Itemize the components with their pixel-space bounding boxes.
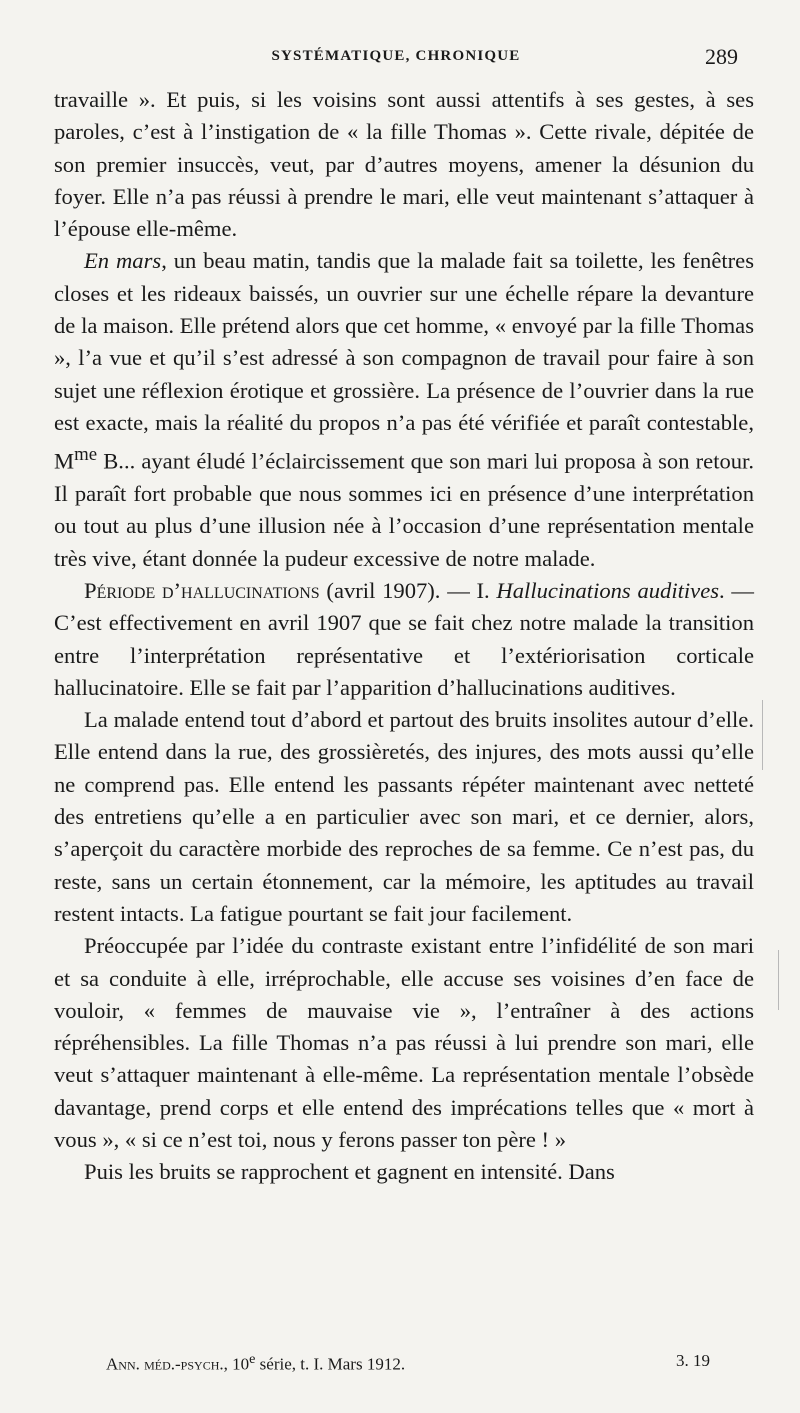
paragraph — [54, 704, 754, 930]
body-text — [54, 84, 754, 1189]
paragraph — [54, 1156, 754, 1188]
series-details: série, t. I. Mars 1912. — [255, 1354, 406, 1374]
running-head — [54, 44, 738, 74]
italic-text: En mars — [84, 248, 162, 274]
paragraph-text: Préoccupée par l’idée du contraste existant entre l’infidélité de son mari et sa conduite à elle, irréprochable, elle accuse ses voisines d’en face de vouloir, « femmes de mauvaise vie », l’entraîner à des actions répréhensibles. La fille Thomas n’a pas réussi à lui prendre son mari, elle veut s’attaquer maintenant à elle-même. La représentation mentale l’obsède davantage, prend corps et elle entend des imprécations telles que « mort à vous », « si ce n’est toi, nous y ferons passer ton père ! » — [54, 933, 754, 1153]
paragraph-text: , un beau matin, tandis que la malade fait sa toilette, les fenêtres closes et les rideaux baissés, un ouvrier sur une échelle répare la devanture de la maison. Elle prétend alors que cet homme, « envoyé par la fille Thomas », l’a vue et qu’il s’est adressé à son compagnon de travail pour faire à son sujet une réflexion érotique et grossière. La présence de l’ouvrier dans la rue est exacte, mais la réalité du propos n’a pas été vérifiée et paraît contestable, M — [54, 248, 754, 474]
paragraph-text: travaille ». Et puis, si les voisins sont aussi attentifs à ses gestes, à ses paroles, c’est à l’instigation de « la fille Thomas ». Cette rivale, dépitée de son premier insuccès, veut, par d’autres moyens, amener la désunion du foyer. Elle n’a pas réussi à prendre le mari, elle veut maintenant s’attaquer à l’épouse elle-même. — [54, 87, 754, 242]
journal-citation — [106, 1351, 405, 1375]
paragraph-text: Puis les bruits se rapprochent et gagnent en intensité. Dans — [84, 1159, 615, 1185]
section-heading: Période d’hallucinations — [84, 577, 320, 603]
superscript-text: me — [74, 444, 98, 466]
paragraph-text: . — C’est effectivement en avril 1907 que se fait chez notre malade la transition entre l’interprétation représentative et l’extériorisation corticale hallucinatoire. Elle se fait par l’apparition d’hallucinations auditives. — [54, 577, 755, 700]
page-number: 289 — [705, 44, 738, 69]
italic-text: Hallucinations auditives — [496, 577, 720, 603]
paragraph-text: B... ayant éludé l’éclaircissement que son mari lui proposa à son retour. Il paraît fort probable que nous sommes ici en présence d’une interprétation ou tout au plus d’une illusion née à l’occasion d’une représentation mentale très vive, étant donnée la pudeur excessive de notre malade. — [54, 448, 754, 571]
paragraph — [54, 84, 754, 245]
paragraph — [54, 245, 754, 575]
paragraph-text: La malade entend tout d’abord et partout des bruits insolites autour d’elle. Elle entend dans la rue, des grossièretés, des injures, des mots aussi qu’elle ne comprend pas. Elle entend les passants répéter maintenant avec netteté des entretiens qu’elle a en particulier avec son mari, et ce dernier, alors, s’aperçoit du caractère morbide des reproches de sa femme. Ce n’est pas, du reste, sans un certain étonnement, car la mémoire, les aptitudes au travail restent intacts. La fatigue pourtant se fait jour facilement. — [54, 707, 754, 926]
paragraph-text: (avril 1907). — I. — [319, 577, 497, 603]
scan-edge-mark — [778, 950, 779, 1010]
series-superscript: e — [249, 1351, 256, 1367]
printer-signature: 3. 19 — [676, 1351, 710, 1370]
scan-edge-mark — [762, 700, 763, 770]
journal-name: Ann. méd.-psych., 10 — [106, 1354, 250, 1374]
paragraph — [54, 930, 754, 1156]
page-footer — [106, 1351, 710, 1377]
running-title: SYSTÉMATIQUE, CHRONIQUE — [271, 48, 521, 64]
paragraph — [54, 575, 754, 704]
